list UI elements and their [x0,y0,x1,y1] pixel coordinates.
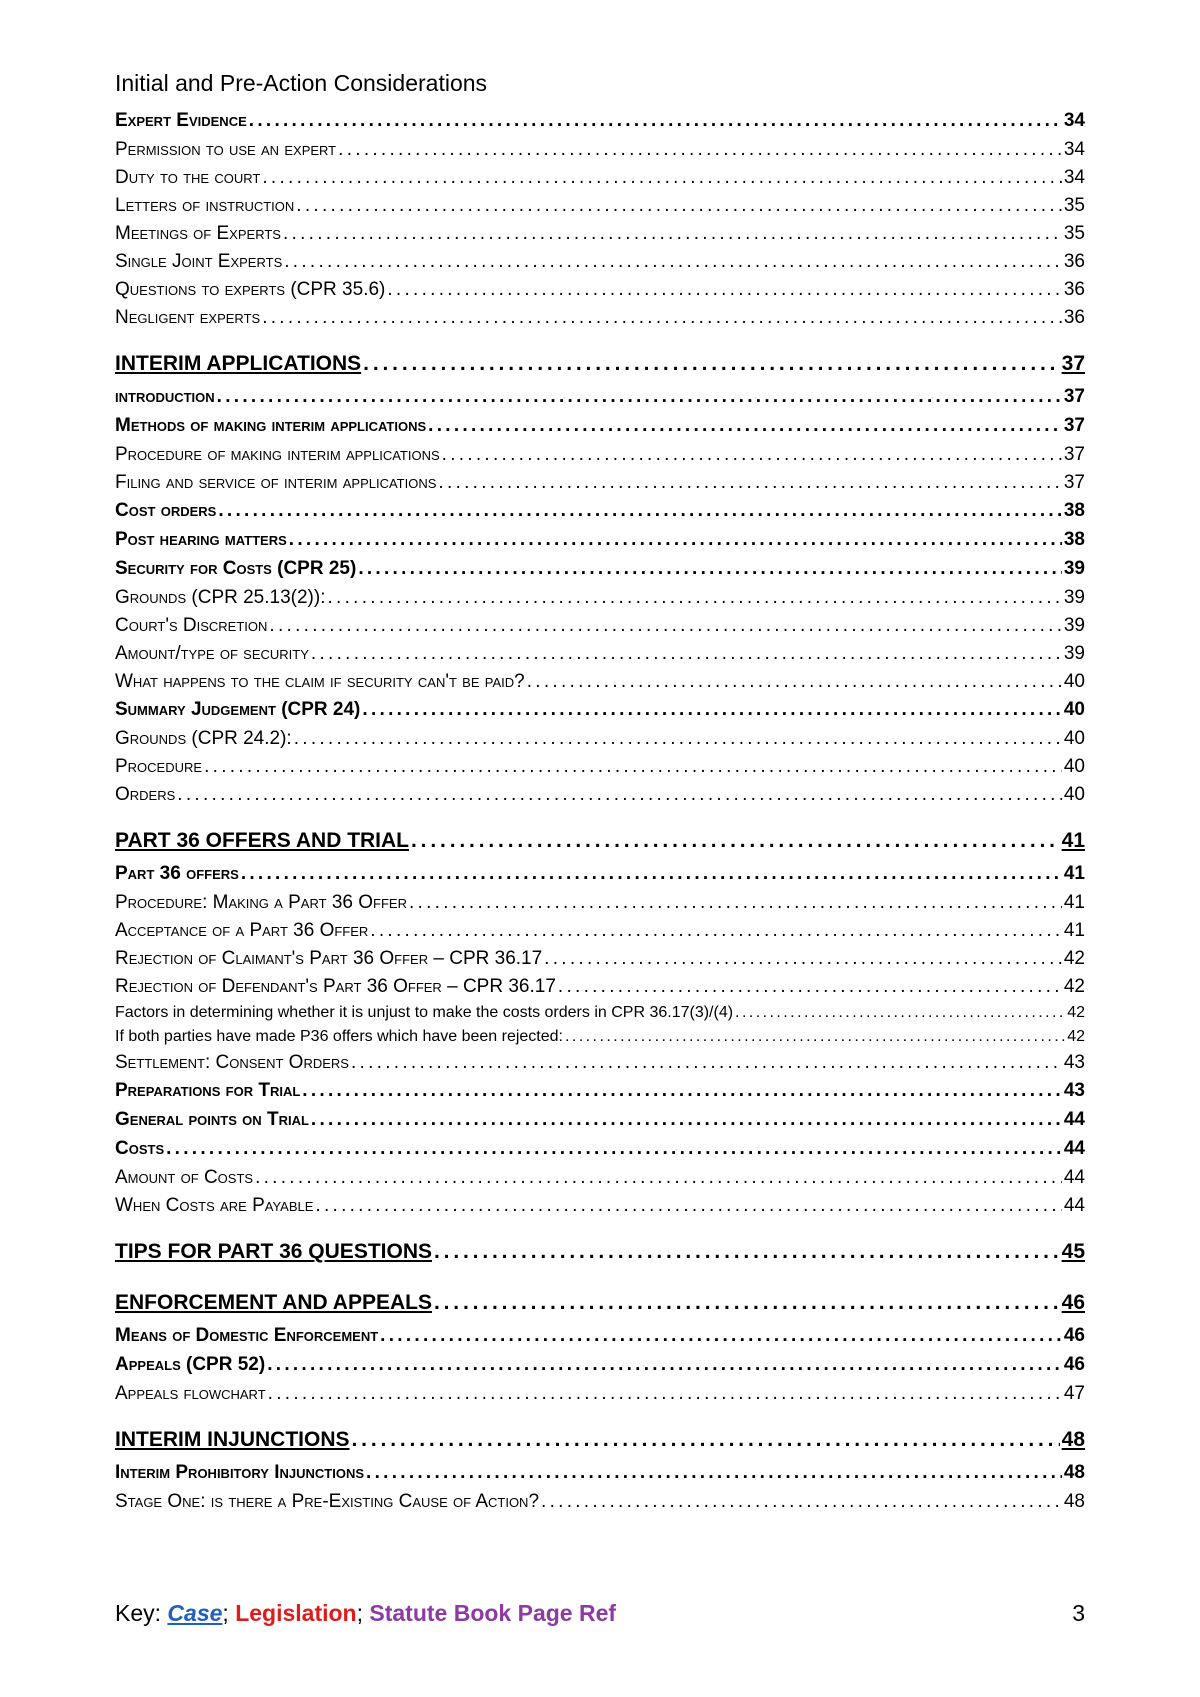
toc-leader-dots [434,1280,1060,1325]
toc-entry[interactable] [115,976,1085,1004]
toc-entry-label: Stage One: is there a Pre-Existing Cause of Action? [115,1491,540,1512]
toc-entry-label: Meetings of Experts [115,223,281,244]
toc-entry[interactable] [115,279,1085,307]
toc-leader-dots [409,892,1062,914]
toc-entry-label: General points on Trial [115,1109,309,1130]
toc-entry-label: Means of Domestic Enforcement [115,1325,379,1346]
toc-entry-page: 46 [1061,1291,1085,1314]
key-case: Case [167,1600,223,1626]
toc-entry[interactable] [115,1491,1085,1519]
toc-entry[interactable] [115,251,1085,279]
key-statute-book-ref: Statute Book Page Ref [369,1600,617,1626]
toc-entry-page: 37 [1063,415,1085,436]
toc-leader-dots [544,948,1062,970]
toc-entry[interactable] [115,1462,1085,1491]
toc-entry-label: Procedure of making interim applications [115,444,440,465]
toc-entry-page: 42 [1067,1028,1085,1045]
toc-entry-label: Letters of instruction [115,195,295,216]
toc-entry[interactable] [115,1354,1085,1383]
toc-entry-page: 37 [1063,444,1085,465]
toc-leader-dots [217,386,1062,408]
toc-leader-dots [294,728,1062,750]
toc-leader-dots [366,1462,1062,1484]
toc-entry-page: 36 [1063,251,1085,272]
toc-entry-label: Expert Evidence [115,110,247,131]
toc-entry-page: 48 [1063,1491,1085,1512]
toc-entry-page: 41 [1061,829,1085,852]
toc-entry-page: 41 [1063,920,1085,941]
toc-entry-label: What happens to the claim if security can't be paid? [115,671,525,692]
toc-entry-label: ENFORCEMENT AND APPEALS [115,1291,432,1314]
toc-leader-dots [262,307,1062,329]
toc-entry-page: 39 [1063,558,1085,579]
toc-leader-dots [370,920,1062,942]
toc-entry-label: Costs [115,1138,165,1159]
toc-entry-label: Amount of Costs [115,1167,254,1188]
toc-entry-label: Duty to the court [115,167,261,188]
toc-leader-dots [166,1138,1062,1160]
toc-entry-page: 42 [1063,976,1085,997]
toc-leader-dots [269,615,1061,637]
toc-leader-dots [177,784,1062,806]
toc-leader-dots [527,671,1062,693]
toc-entry-page: 48 [1061,1428,1085,1451]
toc-entry[interactable] [115,1325,1085,1354]
toc-entry[interactable] [115,110,1085,139]
toc-entry-label: When Costs are Payable [115,1195,314,1216]
toc-entry-label: Post hearing matters [115,529,287,550]
toc-entry[interactable] [115,444,1085,472]
toc-leader-dots [558,976,1062,998]
toc-entry-label: Security for Costs (CPR 25) [115,558,357,579]
toc-leader-dots [358,558,1062,580]
toc-entry[interactable] [115,195,1085,223]
toc-entry-page: 46 [1063,1325,1085,1346]
key-separator: ; [222,1600,236,1626]
toc-leader-dots [541,1491,1062,1513]
toc-entry-label: Settlement: Consent Orders [115,1052,349,1073]
toc-entry-label: Cost orders [115,500,217,521]
toc-entry-label: Grounds (CPR 24.2): [115,728,292,749]
toc-entry[interactable] [115,472,1085,500]
toc-entry-label: INTERIM APPLICATIONS [115,352,362,375]
toc-entry[interactable] [115,1109,1085,1138]
toc-entry-page: 46 [1063,1354,1085,1375]
toc-leader-dots [338,139,1062,161]
toc-section-entry[interactable] [115,1280,1085,1325]
toc-entry-page: 35 [1063,223,1085,244]
toc-entry-label: Court's Discretion [115,615,268,636]
toc-entry-page: 37 [1063,386,1085,407]
toc-leader-dots [249,110,1062,132]
toc-entry-page: 34 [1063,110,1085,131]
page-number: 3 [1072,1600,1085,1626]
toc-entry[interactable] [115,1195,1085,1223]
toc-leader-dots [255,1167,1062,1189]
toc-leader-dots [735,1004,1065,1022]
toc-entry[interactable] [115,863,1085,892]
toc-entry-label: Preparations for Trial [115,1080,301,1101]
toc-leader-dots [311,643,1062,665]
toc-leader-dots [380,1325,1062,1347]
toc-entry-label: Factors in determining whether it is unjust to make the costs orders in CPR 36.17(3)/(4) [115,1004,734,1021]
toc-entry-label: Orders [115,784,176,805]
toc-entry[interactable] [115,1052,1085,1080]
toc-entry-page: 48 [1063,1462,1085,1483]
toc-entry-label: Methods of making interim applications [115,415,427,436]
toc-entry-page: 45 [1061,1240,1085,1263]
toc-entry[interactable] [115,643,1085,671]
toc-entry-label: Single Joint Experts [115,251,283,272]
toc-entry[interactable] [115,728,1085,756]
toc-entry[interactable] [115,1138,1085,1167]
toc-entry-label: Part 36 offers [115,863,239,884]
toc-entry[interactable] [115,948,1085,976]
toc-entry-label: Negligent experts [115,307,261,328]
toc-leader-dots [565,1028,1065,1046]
toc-entry-label: INTERIM INJUNCTIONS [115,1428,350,1451]
toc-leader-dots [315,1195,1061,1217]
toc-entry-page: 39 [1063,587,1085,608]
toc-entry-page: 38 [1063,500,1085,521]
toc-entry-label: Procedure: Making a Part 36 Offer [115,892,407,913]
toc-entry[interactable] [115,415,1085,444]
toc-entry-page: 40 [1063,756,1085,777]
key-prefix: Key: [115,1600,168,1626]
toc-entry[interactable] [115,671,1085,699]
toc-entry[interactable] [115,892,1085,920]
toc-leader-dots [204,756,1062,778]
toc-entry-page: 40 [1063,728,1085,749]
toc-entry[interactable] [115,307,1085,335]
toc-entry[interactable] [115,139,1085,167]
toc-entry-page: 40 [1063,699,1085,720]
toc-entry[interactable] [115,500,1085,529]
toc-entry[interactable] [115,1028,1085,1052]
toc-entry-label: Grounds (CPR 25.13(2)): [115,587,326,608]
toc-entry[interactable] [115,167,1085,195]
toc-leader-dots [262,167,1062,189]
toc-leader-dots [362,699,1061,721]
toc-entry-page: 37 [1063,472,1085,493]
toc-entry-label: Acceptance of a Part 36 Offer [115,920,369,941]
toc-entry-page: 36 [1063,279,1085,300]
page-footer [115,1600,1085,1627]
toc-entry[interactable] [115,386,1085,415]
toc-leader-dots [438,472,1061,494]
toc-entry-label: TIPS FOR PART 36 QUESTIONS [115,1240,432,1263]
toc-leader-dots [268,1383,1062,1405]
page-header-title: Initial and Pre-Action Considerations [115,70,488,96]
toc-leader-dots [328,587,1062,609]
toc-entry-page: 35 [1063,195,1085,216]
toc-entry[interactable] [115,1167,1085,1195]
toc-entry-page: 41 [1063,892,1085,913]
toc-entry[interactable] [115,1004,1085,1028]
toc-entry[interactable] [115,756,1085,784]
toc-entry-label: PART 36 OFFERS AND TRIAL [115,829,410,852]
toc-entry-label: If both parties have made P36 offers which have been rejected: [115,1028,563,1045]
toc-entry-page: 38 [1063,529,1085,550]
toc-entry-label: Amount/type of security [115,643,309,664]
toc-leader-dots [352,1417,1060,1462]
toc-entry-label: Appeals (CPR 52) [115,1354,266,1375]
toc-entry-page: 43 [1063,1080,1085,1101]
toc-entry-page: 39 [1063,643,1085,664]
toc-leader-dots [302,1080,1062,1102]
toc-entry-label: introduction [115,386,215,407]
toc-leader-dots [267,1354,1062,1376]
toc-entry[interactable] [115,587,1085,615]
toc-section-entry[interactable] [115,341,1085,386]
toc-entry-page: 40 [1063,784,1085,805]
toc-entry-label: Interim Prohibitory Injunctions [115,1462,365,1483]
toc-leader-dots [434,1229,1060,1274]
table-of-contents [115,110,1085,1519]
toc-leader-dots [411,818,1060,863]
toc-leader-dots [283,223,1062,245]
key-separator: ; [356,1600,370,1626]
toc-entry-label: Summary Judgement (CPR 24) [115,699,361,720]
toc-entry-page: 36 [1063,307,1085,328]
toc-entry[interactable] [115,223,1085,251]
toc-entry-page: 42 [1067,1004,1085,1021]
toc-entry-page: 41 [1063,863,1085,884]
toc-leader-dots [241,863,1062,885]
toc-entry-page: 44 [1063,1109,1085,1130]
toc-section-entry[interactable] [115,1417,1085,1462]
toc-entry-label: Procedure [115,756,203,777]
toc-entry-label: Questions to experts (CPR 35.6) [115,279,386,300]
toc-entry[interactable] [115,558,1085,587]
toc-leader-dots [284,251,1062,273]
toc-leader-dots [296,195,1062,217]
toc-leader-dots [311,1109,1062,1131]
toc-leader-dots [428,415,1062,437]
toc-entry[interactable] [115,920,1085,948]
toc-entry[interactable] [115,529,1085,558]
toc-leader-dots [289,529,1062,551]
toc-entry-page: 34 [1063,139,1085,160]
toc-entry-page: 39 [1063,615,1085,636]
toc-entry-page: 34 [1063,167,1085,188]
toc-leader-dots [387,279,1061,301]
toc-entry-label: Permission to use an expert [115,139,337,160]
toc-entry[interactable] [115,1080,1085,1109]
toc-leader-dots [351,1052,1062,1074]
toc-section-entry[interactable] [115,818,1085,863]
toc-leader-dots [363,341,1059,386]
toc-entry-page: 47 [1063,1383,1085,1404]
key-legend [115,1600,616,1627]
toc-entry-label: Filing and service of interim applications [115,472,437,493]
toc-entry-page: 44 [1063,1167,1085,1188]
toc-entry-page: 40 [1063,671,1085,692]
toc-section-entry[interactable] [115,1229,1085,1274]
key-legislation: Legislation [235,1600,357,1626]
toc-entry[interactable] [115,699,1085,728]
toc-entry[interactable] [115,615,1085,643]
toc-entry-page: 43 [1063,1052,1085,1073]
toc-leader-dots [442,444,1062,466]
toc-entry-page: 37 [1061,352,1085,375]
toc-entry-label: Appeals flowchart [115,1383,266,1404]
toc-entry[interactable] [115,784,1085,812]
toc-entry[interactable] [115,1383,1085,1411]
toc-entry-page: 44 [1063,1138,1085,1159]
toc-leader-dots [218,500,1062,522]
toc-entry-page: 44 [1063,1195,1085,1216]
toc-entry-label: Rejection of Defendant's Part 36 Offer – CPR 36.17 [115,976,556,997]
toc-entry-label: Rejection of Claimant's Part 36 Offer – CPR 36.17 [115,948,543,969]
toc-entry-page: 42 [1063,948,1085,969]
